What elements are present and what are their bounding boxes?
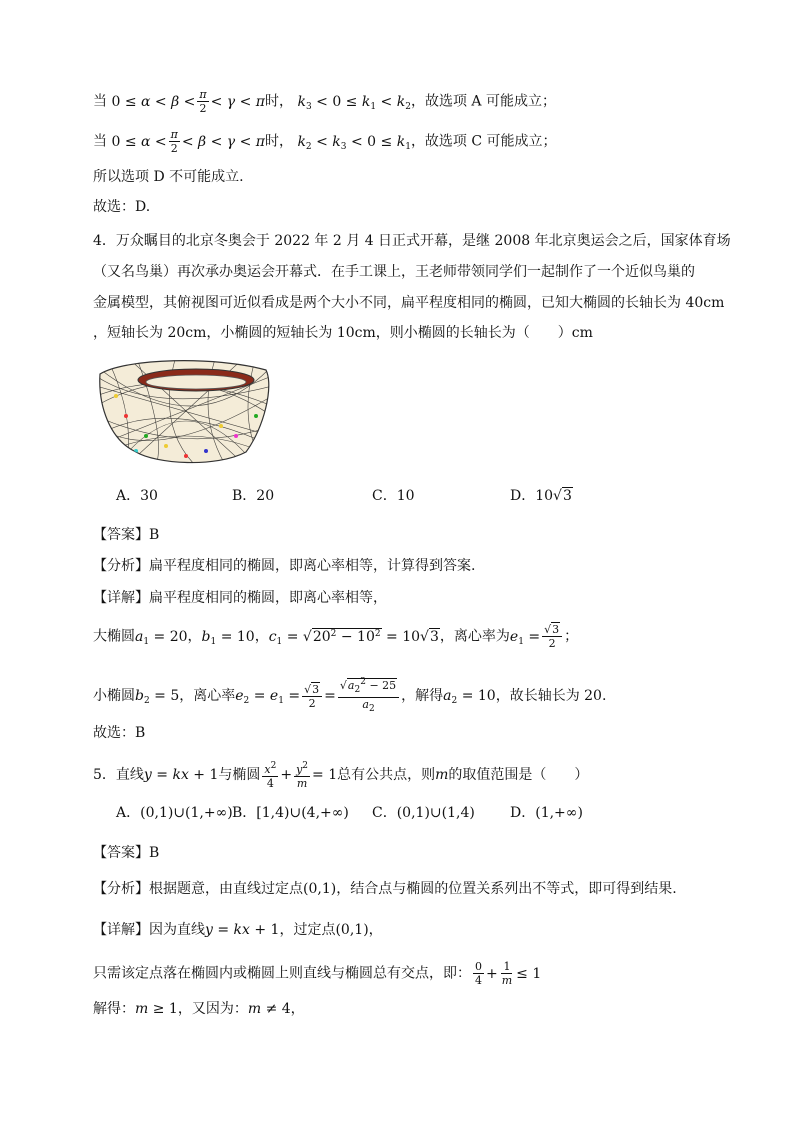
q4-big-ellipse-line: 大椭圆$a_1 = 20$，$b_1 = 10$，$c_1 = √20^2 - 10^2 = 10√3$，离心率为$e_1$ = $\frac{√3}{2}$ ； [93,623,579,650]
q4-option-d: D．10√3 [510,488,572,504]
case-line-1: 当 0 ≤ α < β < $\frac{\pi}{2}$ < γ < π时， $k_3 < 0 \le k_1 < k_2$，故选项 A 可能成立； [93,88,556,115]
q4-stem-line-2: （又名鸟巢）再次承办奥运会开幕式．在手工课上，王老师带领同学们一起制作了一个近似鸟巢的 [93,264,695,280]
q5-detail: 【详解】因为直线y = kx + 1，过定点(0,1)， [93,922,383,938]
q5-line-2: 只需该定点落在椭圆内或椭圆上则直线与椭圆总有交点，即： $\frac{0}{4}$ + $\frac{1}{m}$ ≤ 1 [93,960,542,987]
case-line-2: 当 0 ≤ α < $\frac{\pi}{2}$ < β < γ < π时， $k_2 < k_3 < 0 \le k_1$，故选项 C 可能成立； [93,128,557,155]
q5-line-3: 解得：m ≥ 1，又因为：m ≠ 4， [93,1001,305,1017]
q5-option-a: A．(0,1)∪(1,+∞) [116,805,233,821]
q5-answer: 【答案】B [93,845,160,861]
choose-line: 故选：D. [93,199,151,215]
q4-option-b: B．20 [232,488,275,504]
q4-small-ellipse-line: 小椭圆$b_2 = 5$，离心率$e_2 = e_1$ = $\frac{√3}{2}$ = $\frac{√a_2^2 - 25}{a_2}$ ，解得$a_2 = 10$，故长轴长为 20. [93,677,607,714]
q4-stem-line-3: 金属模型，其俯视图可近似看成是两个大小不同，扁平程度相同的椭圆，已知大椭圆的长轴长为 40cm [93,295,725,311]
q4-analysis: 【分析】扁平程度相同的椭圆，即离心率相等，计算得到答案. [93,558,476,574]
q5-analysis: 【分析】根据题意，由直线过定点(0,1)，结合点与椭圆的位置关系列出不等式，即可得到结果. [93,881,677,897]
q5-option-c: C．(0,1)∪(1,4) [372,805,475,821]
q4-choose: 故选：B [93,725,146,741]
q4-option-a: A．30 [116,488,158,504]
q4-stem-line-4: ，短轴长为 20cm，小椭圆的短轴长为 10cm，则小椭圆的长轴长为（ ）cm [93,325,593,341]
q5-option-d: D．(1,+∞) [510,805,583,821]
q5-option-b: B．[1,4)∪(4,+∞) [232,805,349,821]
q4-answer: 【答案】B [93,527,160,543]
q4-stem-line-1: 4．万众瞩目的北京冬奥会于 2022 年 2 月 4 日正式开幕，是继 2008 年北京奥运会之后，国家体育场 [93,233,731,249]
q4-option-c: C．10 [372,488,415,504]
conclusion-line: 所以选项 D 不可能成立. [93,169,244,185]
q4-detail: 【详解】扁平程度相同的椭圆，即离心率相等， [93,590,387,606]
q5-stem: 5．直线y = kx + 1与椭圆 $\frac{x^2}{4}$ + $\frac{y^2}{m}$ = 1总有公共点，则m的取值范围是（ ） [93,761,589,790]
birds-nest-model-image [96,356,272,466]
